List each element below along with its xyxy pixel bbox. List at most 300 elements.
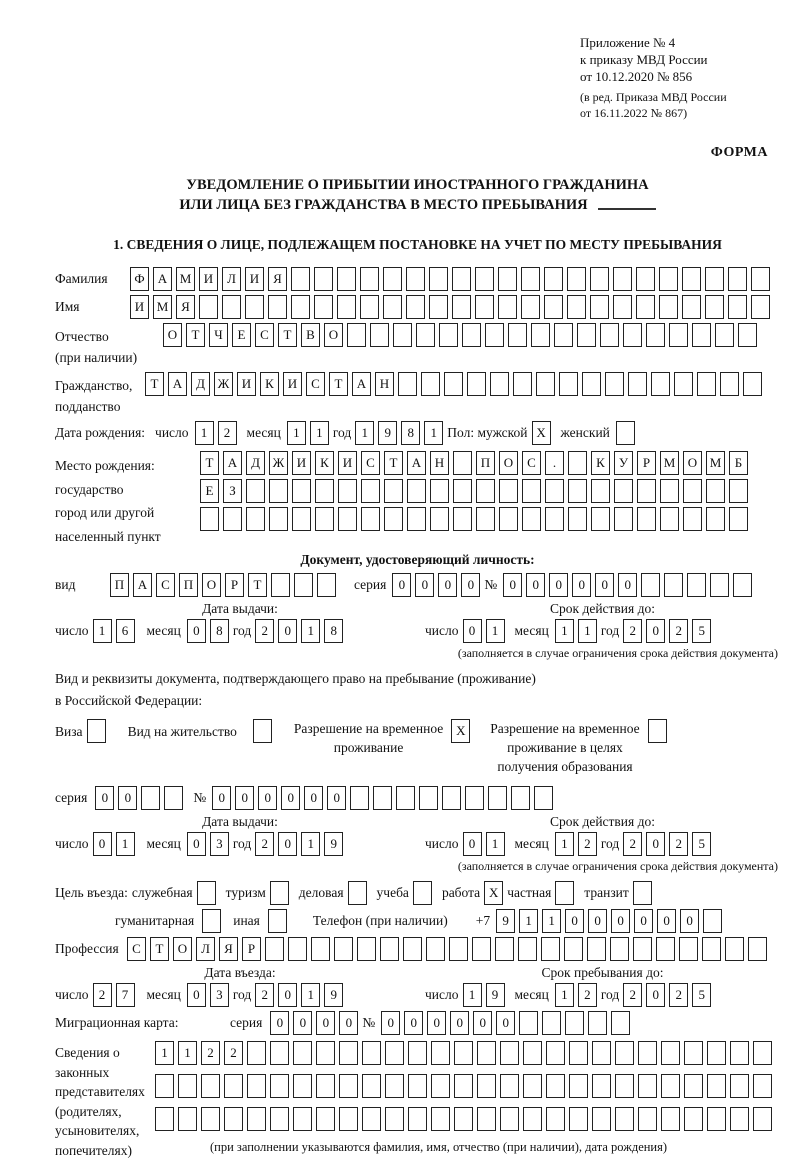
char-box[interactable] xyxy=(577,323,596,347)
char-box[interactable] xyxy=(370,323,389,347)
char-box[interactable]: П xyxy=(476,451,495,475)
char-box[interactable]: 1 xyxy=(542,909,561,933)
char-box[interactable] xyxy=(751,267,770,291)
char-box[interactable] xyxy=(453,479,472,503)
char-box[interactable] xyxy=(706,507,725,531)
char-box[interactable] xyxy=(430,507,449,531)
char-box[interactable] xyxy=(293,1074,312,1098)
checkbox[interactable] xyxy=(87,719,106,743)
char-box[interactable] xyxy=(453,507,472,531)
char-box[interactable] xyxy=(637,507,656,531)
checkbox[interactable] xyxy=(202,909,221,933)
char-box[interactable]: Д xyxy=(246,451,265,475)
char-box[interactable]: 2 xyxy=(93,983,112,1007)
char-box[interactable] xyxy=(615,1041,634,1065)
char-box[interactable] xyxy=(682,295,701,319)
char-box[interactable]: 1 xyxy=(301,619,320,643)
char-box[interactable] xyxy=(636,295,655,319)
char-box[interactable]: Р xyxy=(242,937,261,961)
char-box[interactable]: 0 xyxy=(646,832,665,856)
char-box[interactable] xyxy=(337,267,356,291)
char-box[interactable]: 3 xyxy=(210,983,229,1007)
char-box[interactable]: 2 xyxy=(669,832,688,856)
checkbox[interactable] xyxy=(348,881,367,905)
char-box[interactable] xyxy=(523,1074,542,1098)
char-box[interactable] xyxy=(687,573,706,597)
char-box[interactable] xyxy=(684,1074,703,1098)
char-box[interactable]: 2 xyxy=(623,832,642,856)
char-box[interactable] xyxy=(636,267,655,291)
char-box[interactable] xyxy=(347,323,366,347)
char-box[interactable]: М xyxy=(153,295,172,319)
char-box[interactable]: 2 xyxy=(224,1041,243,1065)
char-box[interactable]: С xyxy=(156,573,175,597)
char-box[interactable] xyxy=(590,295,609,319)
char-box[interactable]: 0 xyxy=(657,909,676,933)
char-box[interactable]: А xyxy=(223,451,242,475)
char-box[interactable]: С xyxy=(306,372,325,396)
char-box[interactable]: Я xyxy=(219,937,238,961)
char-box[interactable] xyxy=(710,573,729,597)
char-box[interactable] xyxy=(591,507,610,531)
char-box[interactable] xyxy=(403,937,422,961)
char-box[interactable] xyxy=(291,267,310,291)
char-box[interactable]: Т xyxy=(384,451,403,475)
char-box[interactable] xyxy=(360,267,379,291)
char-box[interactable]: Т xyxy=(186,323,205,347)
char-box[interactable] xyxy=(659,295,678,319)
char-box[interactable]: 0 xyxy=(235,786,254,810)
char-box[interactable]: 1 xyxy=(555,832,574,856)
char-box[interactable] xyxy=(421,372,440,396)
char-box[interactable]: 0 xyxy=(646,619,665,643)
char-box[interactable] xyxy=(498,267,517,291)
checkbox[interactable]: X xyxy=(532,421,551,445)
char-box[interactable] xyxy=(660,479,679,503)
checkbox[interactable] xyxy=(270,881,289,905)
char-box[interactable]: 0 xyxy=(618,573,637,597)
char-box[interactable]: 8 xyxy=(210,619,229,643)
char-box[interactable] xyxy=(567,267,586,291)
char-box[interactable]: 0 xyxy=(595,573,614,597)
char-box[interactable] xyxy=(592,1074,611,1098)
char-box[interactable] xyxy=(444,372,463,396)
char-box[interactable] xyxy=(454,1074,473,1098)
char-box[interactable]: Р xyxy=(225,573,244,597)
char-box[interactable]: 8 xyxy=(324,619,343,643)
char-box[interactable]: О xyxy=(163,323,182,347)
char-box[interactable] xyxy=(431,1041,450,1065)
char-box[interactable] xyxy=(707,1107,726,1131)
char-box[interactable] xyxy=(500,1074,519,1098)
char-box[interactable] xyxy=(398,372,417,396)
checkbox[interactable] xyxy=(197,881,216,905)
char-box[interactable]: 0 xyxy=(463,832,482,856)
checkbox[interactable]: X xyxy=(451,719,470,743)
char-box[interactable] xyxy=(568,507,587,531)
char-box[interactable]: П xyxy=(179,573,198,597)
char-box[interactable] xyxy=(684,1041,703,1065)
char-box[interactable]: И xyxy=(283,372,302,396)
char-box[interactable] xyxy=(646,323,665,347)
char-box[interactable]: Т xyxy=(329,372,348,396)
char-box[interactable] xyxy=(638,1107,657,1131)
char-box[interactable] xyxy=(738,323,757,347)
char-box[interactable] xyxy=(384,507,403,531)
char-box[interactable] xyxy=(200,507,219,531)
char-box[interactable] xyxy=(223,507,242,531)
char-box[interactable] xyxy=(753,1107,772,1131)
char-box[interactable] xyxy=(429,295,448,319)
char-box[interactable] xyxy=(661,1074,680,1098)
char-box[interactable] xyxy=(568,451,587,475)
char-box[interactable] xyxy=(315,479,334,503)
char-box[interactable] xyxy=(545,507,564,531)
char-box[interactable]: 1 xyxy=(116,832,135,856)
char-box[interactable] xyxy=(224,1074,243,1098)
char-box[interactable]: Т xyxy=(150,937,169,961)
char-box[interactable] xyxy=(362,1074,381,1098)
char-box[interactable]: В xyxy=(301,323,320,347)
char-box[interactable] xyxy=(498,295,517,319)
char-box[interactable]: 0 xyxy=(278,983,297,1007)
char-box[interactable]: 1 xyxy=(195,421,214,445)
char-box[interactable] xyxy=(567,295,586,319)
char-box[interactable]: 0 xyxy=(473,1011,492,1035)
char-box[interactable]: 7 xyxy=(116,983,135,1007)
char-box[interactable] xyxy=(569,1107,588,1131)
char-box[interactable] xyxy=(453,451,472,475)
char-box[interactable] xyxy=(682,267,701,291)
char-box[interactable]: 0 xyxy=(118,786,137,810)
checkbox[interactable] xyxy=(633,881,652,905)
char-box[interactable] xyxy=(407,507,426,531)
char-box[interactable]: 0 xyxy=(316,1011,335,1035)
char-box[interactable] xyxy=(730,1107,749,1131)
char-box[interactable] xyxy=(637,479,656,503)
char-box[interactable]: 9 xyxy=(324,832,343,856)
char-box[interactable]: 0 xyxy=(438,573,457,597)
char-box[interactable] xyxy=(522,507,541,531)
char-box[interactable] xyxy=(544,267,563,291)
char-box[interactable] xyxy=(605,372,624,396)
char-box[interactable] xyxy=(591,479,610,503)
char-box[interactable] xyxy=(521,295,540,319)
char-box[interactable] xyxy=(641,573,660,597)
char-box[interactable] xyxy=(155,1074,174,1098)
char-box[interactable] xyxy=(406,295,425,319)
char-box[interactable] xyxy=(544,295,563,319)
char-box[interactable] xyxy=(362,1107,381,1131)
char-box[interactable] xyxy=(338,479,357,503)
char-box[interactable] xyxy=(651,372,670,396)
char-box[interactable] xyxy=(614,507,633,531)
char-box[interactable] xyxy=(201,1107,220,1131)
char-box[interactable] xyxy=(247,1041,266,1065)
char-box[interactable] xyxy=(373,786,392,810)
char-box[interactable]: А xyxy=(352,372,371,396)
char-box[interactable] xyxy=(291,295,310,319)
char-box[interactable] xyxy=(499,479,518,503)
char-box[interactable] xyxy=(683,479,702,503)
char-box[interactable] xyxy=(523,1107,542,1131)
char-box[interactable]: Ж xyxy=(214,372,233,396)
char-box[interactable] xyxy=(472,937,491,961)
char-box[interactable] xyxy=(546,1074,565,1098)
char-box[interactable] xyxy=(475,267,494,291)
char-box[interactable]: Т xyxy=(278,323,297,347)
checkbox[interactable] xyxy=(253,719,272,743)
char-box[interactable]: 0 xyxy=(634,909,653,933)
char-box[interactable] xyxy=(753,1041,772,1065)
char-box[interactable] xyxy=(748,937,767,961)
char-box[interactable]: Ч xyxy=(209,323,228,347)
char-box[interactable] xyxy=(245,295,264,319)
char-box[interactable] xyxy=(521,267,540,291)
char-box[interactable] xyxy=(743,372,762,396)
char-box[interactable] xyxy=(339,1041,358,1065)
char-box[interactable]: Т xyxy=(200,451,219,475)
char-box[interactable] xyxy=(513,372,532,396)
char-box[interactable] xyxy=(292,479,311,503)
char-box[interactable] xyxy=(247,1107,266,1131)
char-box[interactable] xyxy=(350,786,369,810)
char-box[interactable] xyxy=(729,507,748,531)
char-box[interactable]: О xyxy=(173,937,192,961)
char-box[interactable] xyxy=(728,295,747,319)
char-box[interactable] xyxy=(270,1074,289,1098)
char-box[interactable]: И xyxy=(245,267,264,291)
char-box[interactable] xyxy=(270,1041,289,1065)
char-box[interactable] xyxy=(565,1011,584,1035)
char-box[interactable] xyxy=(536,372,555,396)
char-box[interactable] xyxy=(246,507,265,531)
char-box[interactable] xyxy=(449,937,468,961)
char-box[interactable]: 2 xyxy=(623,619,642,643)
char-box[interactable] xyxy=(728,267,747,291)
char-box[interactable]: Я xyxy=(176,295,195,319)
char-box[interactable] xyxy=(270,1107,289,1131)
char-box[interactable]: 0 xyxy=(646,983,665,1007)
char-box[interactable] xyxy=(429,267,448,291)
char-box[interactable] xyxy=(406,267,425,291)
char-box[interactable]: 0 xyxy=(187,983,206,1007)
char-box[interactable]: 9 xyxy=(378,421,397,445)
char-box[interactable]: Е xyxy=(200,479,219,503)
char-box[interactable] xyxy=(292,507,311,531)
char-box[interactable] xyxy=(317,573,336,597)
char-box[interactable]: 0 xyxy=(461,573,480,597)
char-box[interactable]: М xyxy=(706,451,725,475)
char-box[interactable]: 1 xyxy=(287,421,306,445)
char-box[interactable] xyxy=(499,507,518,531)
char-box[interactable]: 0 xyxy=(278,619,297,643)
char-box[interactable] xyxy=(661,1041,680,1065)
char-box[interactable]: К xyxy=(591,451,610,475)
char-box[interactable] xyxy=(600,323,619,347)
char-box[interactable] xyxy=(500,1107,519,1131)
char-box[interactable]: 2 xyxy=(623,983,642,1007)
char-box[interactable] xyxy=(633,937,652,961)
char-box[interactable] xyxy=(706,479,725,503)
char-box[interactable] xyxy=(564,937,583,961)
char-box[interactable] xyxy=(477,1107,496,1131)
char-box[interactable]: О xyxy=(202,573,221,597)
char-box[interactable]: О xyxy=(683,451,702,475)
char-box[interactable] xyxy=(339,1107,358,1131)
char-box[interactable]: 1 xyxy=(155,1041,174,1065)
char-box[interactable] xyxy=(199,295,218,319)
char-box[interactable] xyxy=(431,1107,450,1131)
char-box[interactable] xyxy=(452,267,471,291)
char-box[interactable]: 0 xyxy=(212,786,231,810)
char-box[interactable]: 1 xyxy=(555,619,574,643)
char-box[interactable] xyxy=(454,1107,473,1131)
char-box[interactable]: 0 xyxy=(339,1011,358,1035)
char-box[interactable] xyxy=(407,479,426,503)
char-box[interactable]: 1 xyxy=(578,619,597,643)
char-box[interactable] xyxy=(546,1107,565,1131)
char-box[interactable]: 0 xyxy=(588,909,607,933)
char-box[interactable]: З xyxy=(223,479,242,503)
char-box[interactable]: 1 xyxy=(486,832,505,856)
char-box[interactable] xyxy=(360,295,379,319)
char-box[interactable] xyxy=(569,1074,588,1098)
char-box[interactable]: У xyxy=(614,451,633,475)
char-box[interactable] xyxy=(697,372,716,396)
char-box[interactable] xyxy=(271,573,290,597)
char-box[interactable] xyxy=(201,1074,220,1098)
char-box[interactable] xyxy=(361,479,380,503)
char-box[interactable] xyxy=(224,1107,243,1131)
char-box[interactable]: 2 xyxy=(255,619,274,643)
char-box[interactable]: Н xyxy=(430,451,449,475)
char-box[interactable]: А xyxy=(407,451,426,475)
char-box[interactable] xyxy=(582,372,601,396)
char-box[interactable] xyxy=(534,786,553,810)
char-box[interactable]: 0 xyxy=(572,573,591,597)
char-box[interactable]: 2 xyxy=(218,421,237,445)
char-box[interactable]: 0 xyxy=(381,1011,400,1035)
char-box[interactable] xyxy=(384,479,403,503)
char-box[interactable] xyxy=(702,937,721,961)
char-box[interactable] xyxy=(485,323,504,347)
char-box[interactable] xyxy=(508,323,527,347)
char-box[interactable] xyxy=(442,786,461,810)
char-box[interactable]: 0 xyxy=(270,1011,289,1035)
char-box[interactable] xyxy=(311,937,330,961)
char-box[interactable] xyxy=(155,1107,174,1131)
char-box[interactable] xyxy=(416,323,435,347)
char-box[interactable]: И xyxy=(292,451,311,475)
char-box[interactable] xyxy=(408,1074,427,1098)
char-box[interactable]: 0 xyxy=(327,786,346,810)
char-box[interactable] xyxy=(615,1107,634,1131)
char-box[interactable]: 2 xyxy=(255,983,274,1007)
char-box[interactable] xyxy=(523,1041,542,1065)
char-box[interactable] xyxy=(426,937,445,961)
char-box[interactable]: К xyxy=(315,451,334,475)
char-box[interactable]: 6 xyxy=(116,619,135,643)
char-box[interactable]: Д xyxy=(191,372,210,396)
char-box[interactable]: 2 xyxy=(578,983,597,1007)
char-box[interactable] xyxy=(293,1041,312,1065)
char-box[interactable]: 0 xyxy=(526,573,545,597)
char-box[interactable]: 2 xyxy=(201,1041,220,1065)
char-box[interactable] xyxy=(610,937,629,961)
char-box[interactable]: 1 xyxy=(301,983,320,1007)
char-box[interactable] xyxy=(490,372,509,396)
char-box[interactable] xyxy=(751,295,770,319)
checkbox[interactable] xyxy=(616,421,635,445)
checkbox[interactable] xyxy=(648,719,667,743)
char-box[interactable] xyxy=(674,372,693,396)
char-box[interactable] xyxy=(452,295,471,319)
char-box[interactable] xyxy=(664,573,683,597)
char-box[interactable]: А xyxy=(168,372,187,396)
char-box[interactable]: 1 xyxy=(310,421,329,445)
char-box[interactable]: М xyxy=(660,451,679,475)
char-box[interactable] xyxy=(592,1041,611,1065)
char-box[interactable] xyxy=(164,786,183,810)
char-box[interactable] xyxy=(141,786,160,810)
char-box[interactable]: 1 xyxy=(301,832,320,856)
char-box[interactable]: Л xyxy=(196,937,215,961)
char-box[interactable] xyxy=(385,1074,404,1098)
char-box[interactable] xyxy=(541,937,560,961)
char-box[interactable] xyxy=(334,937,353,961)
char-box[interactable] xyxy=(615,1074,634,1098)
char-box[interactable] xyxy=(247,1074,266,1098)
char-box[interactable]: 0 xyxy=(258,786,277,810)
char-box[interactable] xyxy=(316,1107,335,1131)
char-box[interactable] xyxy=(707,1074,726,1098)
char-box[interactable] xyxy=(546,1041,565,1065)
char-box[interactable] xyxy=(638,1074,657,1098)
char-box[interactable] xyxy=(222,295,241,319)
char-box[interactable] xyxy=(669,323,688,347)
char-box[interactable] xyxy=(339,1074,358,1098)
char-box[interactable] xyxy=(531,323,550,347)
char-box[interactable] xyxy=(316,1041,335,1065)
char-box[interactable] xyxy=(476,507,495,531)
char-box[interactable] xyxy=(385,1107,404,1131)
char-box[interactable] xyxy=(559,372,578,396)
char-box[interactable] xyxy=(178,1074,197,1098)
char-box[interactable] xyxy=(656,937,675,961)
char-box[interactable] xyxy=(554,323,573,347)
char-box[interactable] xyxy=(659,267,678,291)
char-box[interactable]: 1 xyxy=(424,421,443,445)
char-box[interactable]: 0 xyxy=(187,832,206,856)
char-box[interactable] xyxy=(362,1041,381,1065)
char-box[interactable] xyxy=(393,323,412,347)
char-box[interactable]: 9 xyxy=(486,983,505,1007)
char-box[interactable]: И xyxy=(237,372,256,396)
char-box[interactable] xyxy=(314,295,333,319)
char-box[interactable] xyxy=(383,267,402,291)
char-box[interactable]: 5 xyxy=(692,619,711,643)
char-box[interactable]: 2 xyxy=(578,832,597,856)
char-box[interactable]: 0 xyxy=(281,786,300,810)
char-box[interactable]: Ф xyxy=(130,267,149,291)
char-box[interactable] xyxy=(314,267,333,291)
char-box[interactable] xyxy=(613,295,632,319)
char-box[interactable] xyxy=(465,786,484,810)
char-box[interactable] xyxy=(684,1107,703,1131)
char-box[interactable]: 1 xyxy=(519,909,538,933)
char-box[interactable] xyxy=(396,786,415,810)
